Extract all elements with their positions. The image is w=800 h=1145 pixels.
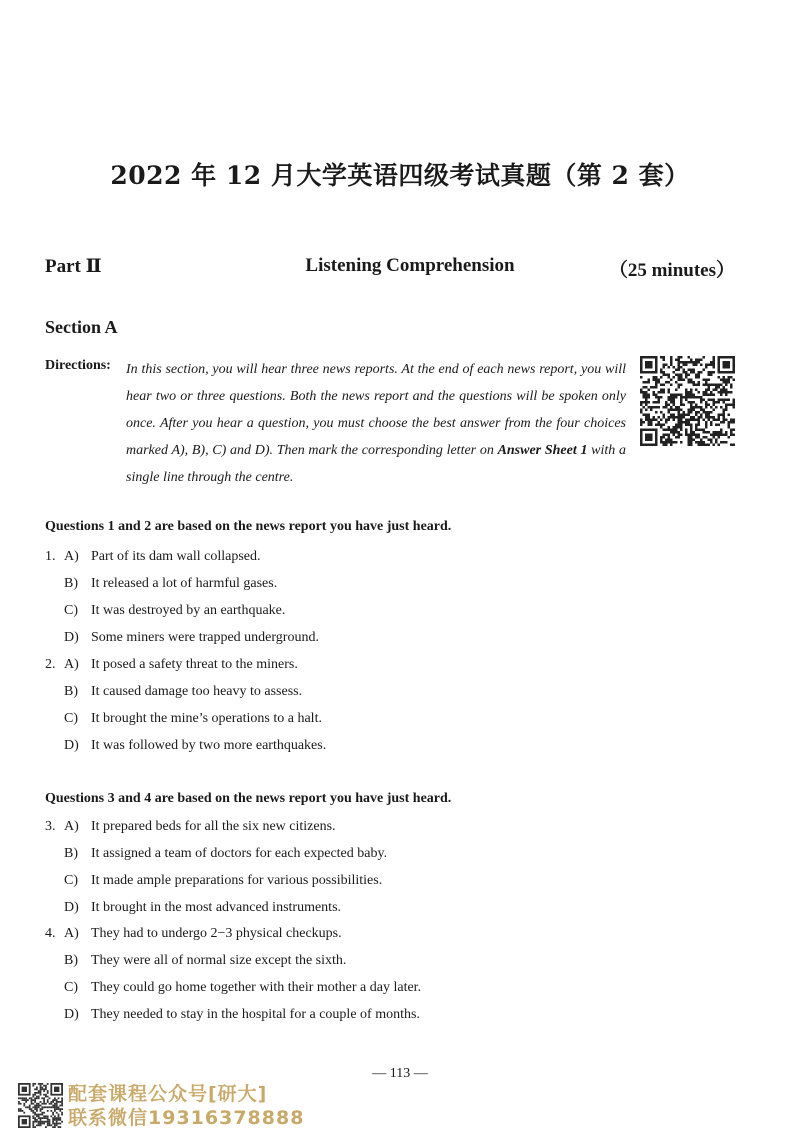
part-time: （25 minutes） [608, 260, 735, 281]
option-letter: B) [64, 846, 78, 861]
directions-text-1: In this section, you will hear three news reports. At the end of each news report, you will hear two or three questions. Both the news report and the questions will be spoken only once. After you hear a question, you must choose the best answer from the four choices marked A), B), C) and D). Then mark the corresponding letter on [126, 362, 626, 458]
option-text: They could go home together with their mother a day later. [91, 980, 422, 995]
question-number: 4. [45, 926, 56, 941]
directions-text [126, 356, 626, 491]
option-letter: D) [64, 630, 79, 645]
option-4d[interactable] [64, 1001, 421, 1028]
option-text: They were all of normal size except the sixth. [91, 953, 347, 968]
section-heading: Section A [45, 317, 118, 337]
option-letter: C) [64, 980, 78, 995]
option-4c[interactable] [64, 974, 421, 1001]
option-letter: D) [64, 1007, 79, 1022]
part-title: Listening Comprehension [305, 255, 515, 276]
option-2b[interactable] [64, 678, 326, 705]
option-letter: C) [64, 603, 78, 618]
option-1d[interactable] [64, 624, 319, 651]
option-letter: D) [64, 738, 79, 753]
option-letter: C) [64, 873, 78, 888]
part-label: Part Ⅱ [45, 256, 102, 277]
option-text: It prepared beds for all the six new citizens. [91, 819, 336, 834]
directions-text-2: with a single line through the centre. [126, 443, 626, 485]
option-text: Part of its dam wall collapsed. [91, 549, 261, 564]
question-group-heading: Questions 1 and 2 are based on the news report you have just heard. [45, 519, 452, 534]
option-text: It was followed by two more earthquakes. [91, 738, 327, 753]
option-letter: D) [64, 900, 79, 915]
page-title: 2022 年 12 月大学英语四级考试真题（第 2 套） [110, 161, 690, 190]
option-text: They needed to stay in the hospital for a couple of months. [91, 1007, 420, 1022]
option-3d[interactable] [64, 894, 387, 921]
watermark-qr-icon [18, 1083, 63, 1128]
option-1b[interactable] [64, 570, 319, 597]
option-text: It released a lot of harmful gases. [91, 576, 278, 591]
option-text: It caused damage too heavy to assess. [91, 684, 303, 699]
directions-label: Directions: [45, 358, 111, 373]
option-3b[interactable] [64, 840, 387, 867]
option-text: It brought the mine’s operations to a halt. [91, 711, 322, 726]
option-letter: B) [64, 953, 78, 968]
question-group-heading: Questions 3 and 4 are based on the news report you have just heard. [45, 791, 452, 806]
option-3c[interactable] [64, 867, 387, 894]
option-letter: B) [64, 576, 78, 591]
option-4b[interactable] [64, 947, 421, 974]
option-letter: B) [64, 684, 78, 699]
option-letter: C) [64, 711, 78, 726]
option-text: It was destroyed by an earthquake. [91, 603, 286, 618]
option-1a[interactable] [64, 543, 319, 570]
option-1c[interactable] [64, 597, 319, 624]
option-letter: A) [64, 657, 79, 672]
qr-code-icon [640, 356, 737, 446]
option-letter: A) [64, 549, 79, 564]
question-number: 3. [45, 819, 56, 834]
option-text: It assigned a team of doctors for each expected baby. [91, 846, 388, 861]
option-2c[interactable] [64, 705, 326, 732]
option-text: It brought in the most advanced instruments. [91, 900, 342, 915]
option-3a[interactable] [64, 813, 387, 840]
watermark-line-1: 配套课程公众号[研大] [68, 1083, 268, 1105]
option-letter: A) [64, 926, 79, 941]
option-text: Some miners were trapped underground. [91, 630, 319, 645]
page-number: — 113 — [372, 1066, 428, 1081]
option-letter: A) [64, 819, 79, 834]
question-number: 2. [45, 657, 56, 672]
option-2d[interactable] [64, 732, 326, 759]
option-2a[interactable] [64, 651, 326, 678]
watermark-line-2: 联系微信19316378888 [68, 1107, 305, 1129]
answer-sheet-label: Answer Sheet 1 [497, 443, 588, 458]
option-4a[interactable] [64, 920, 421, 947]
option-text: It made ample preparations for various possibilities. [91, 873, 383, 888]
watermark-text [68, 1082, 304, 1130]
question-number: 1. [45, 549, 56, 564]
option-text: They had to undergo 2−3 physical checkups. [91, 926, 342, 941]
option-text: It posed a safety threat to the miners. [91, 657, 298, 672]
part-header [45, 255, 735, 283]
